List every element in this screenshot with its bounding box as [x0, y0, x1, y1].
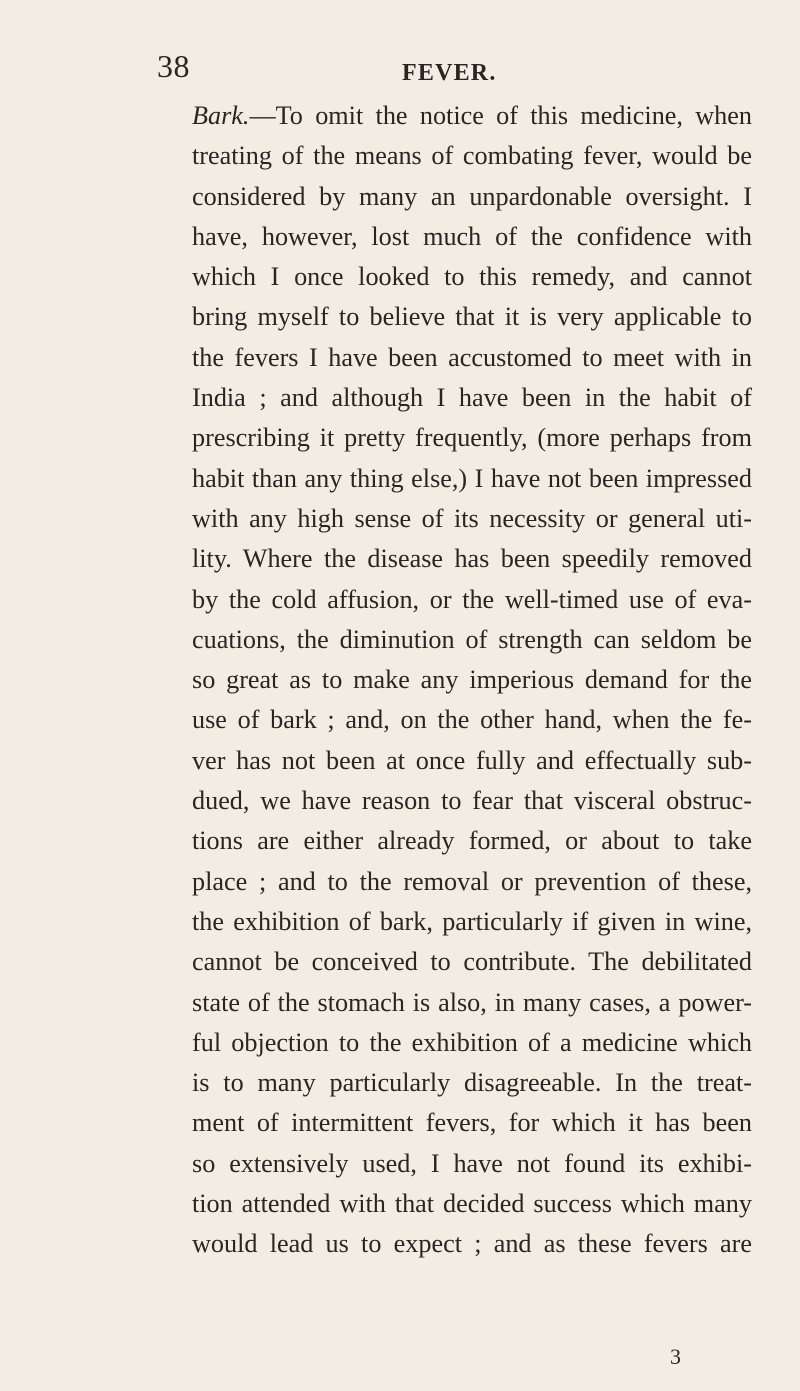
text-line: so great as to make any imperious demand for the: [192, 665, 752, 695]
text-line: ver has not been at once fully and effectually sub-: [192, 745, 752, 775]
text-line: which I once looked to this remedy, and cannot: [192, 262, 752, 292]
text-line: use of bark ; and, on the other hand, when the fe-: [192, 705, 752, 735]
running-head: FEVER.: [402, 60, 497, 86]
text-line: habit than any thing else,) I have not been impressed: [192, 463, 752, 493]
text-line: [192, 96, 752, 136]
text-line: ment of intermittent fevers, for which it has been: [192, 1108, 752, 1138]
text-line: so extensively used, I have not found its exhibi-: [192, 1148, 752, 1178]
text-line: would lead us to expect ; and as these fevers are: [192, 1229, 752, 1259]
page-number: 38: [157, 48, 190, 84]
text-line: place ; and to the removal or prevention of these,: [192, 866, 752, 896]
text-line: ful objection to the exhibition of a medicine which: [192, 1027, 752, 1057]
text-line: with any high sense of its necessity or general uti-: [192, 503, 752, 533]
lead-word: Bark.: [192, 101, 250, 130]
signature-mark: 3: [670, 1344, 681, 1369]
text-line: state of the stomach is also, in many cases, a power-: [192, 987, 752, 1017]
text-line: the exhibition of bark, particularly if given in wine,: [192, 906, 752, 936]
text-line: cuations, the diminution of strength can seldom be: [192, 624, 752, 654]
text-line: considered by many an unpardonable oversight. I: [192, 181, 752, 211]
first-line-text: —To omit the notice of this medicine, when: [249, 101, 752, 130]
text-line: is to many particularly disagreeable. In the treat-: [192, 1068, 752, 1098]
text-line: lity. Where the disease has been speedily removed: [192, 544, 752, 574]
text-line: cannot be conceived to contribute. The debilitated: [192, 947, 752, 977]
text-line: the fevers I have been accustomed to meet with in: [192, 342, 752, 372]
text-line: treating of the means of combating fever, would be: [192, 141, 752, 171]
text-line: prescribing it pretty frequently, (more perhaps from: [192, 423, 752, 453]
text-line: tion attended with that decided success which many: [192, 1189, 752, 1219]
text-line: tions are either already formed, or about to take: [192, 826, 752, 856]
text-line: bring myself to believe that it is very applicable to: [192, 302, 752, 332]
text-line: India ; and although I have been in the habit of: [192, 383, 752, 413]
text-line: by the cold affusion, or the well-timed use of eva-: [192, 584, 752, 614]
body-text: [192, 96, 752, 1265]
text-line: have, however, lost much of the confidence with: [192, 221, 752, 251]
text-line: dued, we have reason to fear that visceral obstruc-: [192, 786, 752, 816]
